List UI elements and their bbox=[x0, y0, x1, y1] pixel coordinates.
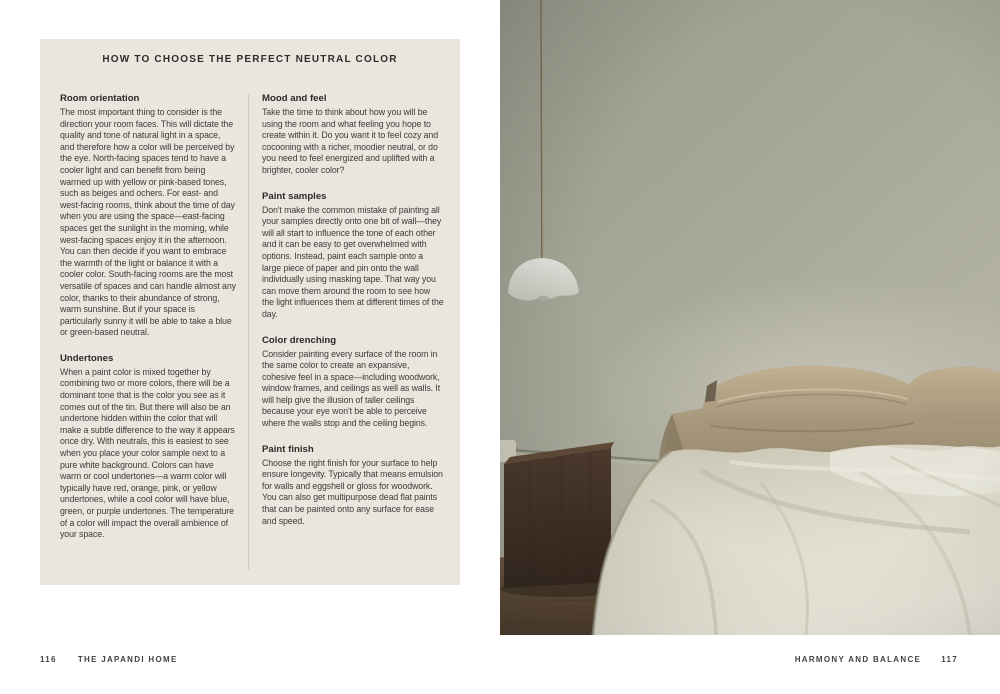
section-heading: Paint finish bbox=[262, 443, 314, 455]
section-heading: Paint samples bbox=[262, 190, 327, 202]
left-page-panel bbox=[40, 39, 460, 585]
section-body: Consider painting every surface of the room in the same color to create an expansive, cohesive feel in a space—including woodwork, window frames, and ceilings as well as walls. It will help give the illusion of taller ceilings because your eye won't be able to perceive where the walls stop and the ceiling begins. bbox=[262, 348, 441, 429]
section-body: Don't make the common mistake of painting all your samples directly onto one bit of wall—they will all start to influence the tone of each other and it can be easy to get overwhelmed with options. Instead, paint each sample onto a large piece of paper and pin onto the wall individually using masking tape. That way you can move them around the room to see how the light influences them at different times of the day. bbox=[262, 204, 444, 319]
column-right bbox=[262, 93, 444, 541]
section-undertones bbox=[60, 353, 236, 541]
running-title-right: HARMONY AND BALANCE bbox=[794, 655, 922, 664]
section-body: The most important thing to consider is the direction your room faces. This will dictate the quality and tone of natural light in a space, and therefore how a color will be perceived by the eye. North-facing spaces tend to have a cooler light and can benefit from being warmed up with yellow or pink-based tones, such as beiges and ochers. For east- and west-facing rooms, think about the time of day when you are using the space—east-facing spaces get the sunlight in the morning, while west-facing spaces enjoy it in the afternoon. You can then decide if you want to embrace the warmth of the light or balance it with a cooler color. South-facing rooms are the most versatile of spaces and can handle almost any color, thanks to their abundance of strong, warm sunshine. But if your space is particularly sunny it will be able to take a blue or green-based neutral. bbox=[60, 107, 236, 338]
footer-right bbox=[795, 655, 958, 664]
bedroom-photo bbox=[500, 0, 1000, 635]
section-paint-finish bbox=[262, 444, 444, 528]
section-heading: Mood and feel bbox=[262, 93, 327, 104]
section-heading: Color drenching bbox=[262, 334, 337, 346]
section-color-drenching bbox=[262, 335, 444, 430]
page-number-right: 117 bbox=[941, 655, 958, 664]
section-paint-samples bbox=[262, 191, 444, 321]
section-body: When a paint color is mixed together by combining two or more colors, there will be a dominant tone that is the color you see as it comes out of the tin. But there will also be an undertone hidden within the color that will make a subtle difference to the way it appears once dry. With neutrals, this is easiest to see when you place your color sample next to a pure white background. Colors can have warm or cool undertones—a warm color will typically have red, orange, pink, or yellow undertones, while a cool color will have blue, green, or purple undertones. The temperature of a color will impact the overall ambience of your space. bbox=[60, 366, 235, 540]
section-heading: Undertones bbox=[60, 352, 114, 364]
page-number-left: 116 bbox=[40, 655, 57, 664]
running-title-left: THE JAPANDI HOME bbox=[77, 655, 178, 664]
bedroom-photo-svg bbox=[500, 0, 1000, 635]
page-title: HOW TO CHOOSE THE PERFECT NEUTRAL COLOR bbox=[102, 54, 398, 65]
photo-vignette bbox=[500, 0, 1000, 635]
section-heading: Room orientation bbox=[60, 93, 140, 104]
column-left bbox=[60, 93, 236, 555]
footer-left bbox=[40, 655, 178, 664]
section-mood-and-feel bbox=[262, 93, 444, 177]
column-divider bbox=[248, 94, 249, 570]
section-room-orientation bbox=[60, 93, 236, 339]
section-body: Take the time to think about how you will be using the room and what feeling you hope to create within it. Do you want it to feel cozy and cocooning with a richer, moodier neutral, or do you need to feel energized and uplifted with a brighter, cooler color? bbox=[262, 107, 439, 175]
section-body: Choose the right finish for your surface to help ensure longevity. Typically that means emulsion for walls and eggshell or gloss for woodwork. You can also get multipurpose dead flat paints that can be painted onto any surface for ease and speed. bbox=[262, 457, 443, 526]
